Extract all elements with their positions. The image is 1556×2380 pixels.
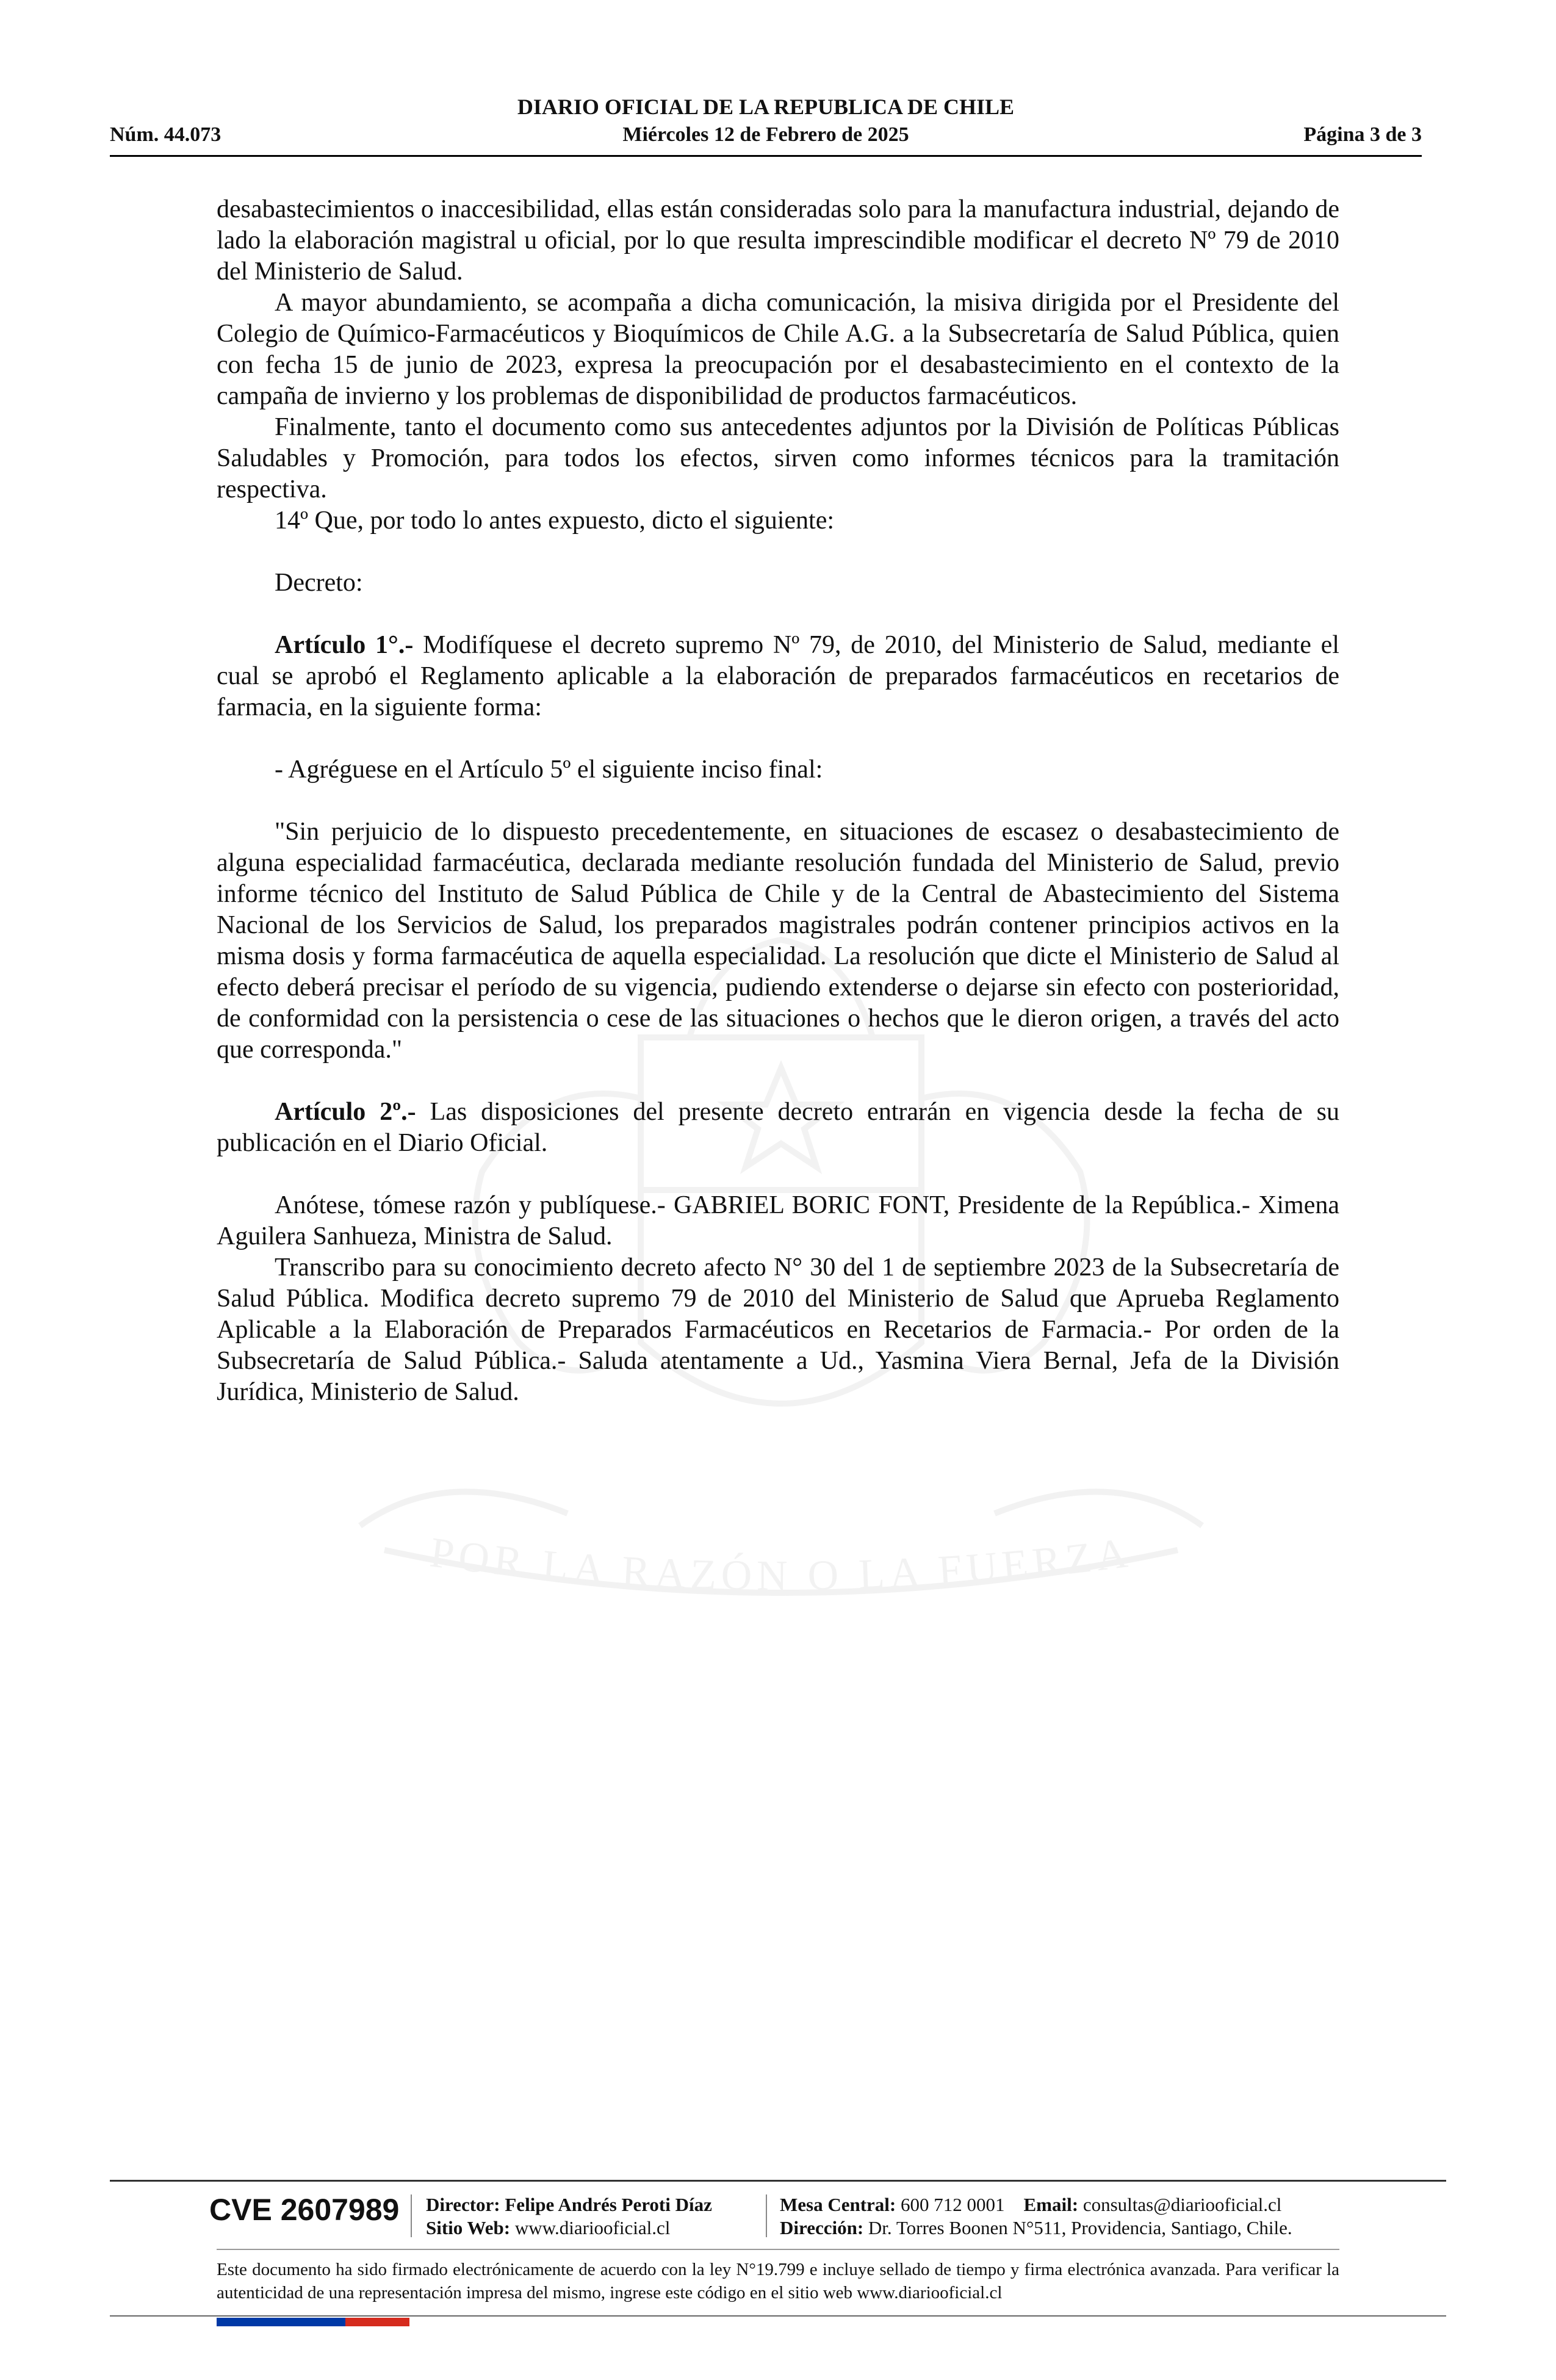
page-number: Página 3 de 3 bbox=[1303, 123, 1422, 146]
legal-notice: Este documento ha sido firmado electrónicamente de acuerdo con la ley N°19.799 e incluye sellado de tiempo y firma electrónica avanzada. Para verificar la autenticidad de una representación impresa del mismo, ingrese este código en el sitio web www.diariooficial.cl bbox=[217, 2260, 1339, 2302]
director-label: Director: bbox=[426, 2194, 500, 2215]
footer-director-block bbox=[426, 2193, 712, 2240]
footer-rule bbox=[110, 2180, 1446, 2182]
amendment-quote: "Sin perjuicio de lo dispuesto precedentemente, en situaciones de escasez o desabastecimiento de alguna especialidad farmacéutica, declarada mediante resolución fundada del Ministerio de Salud, previo informe técnico del Instituto de Salud Pública de Chile y de la Central de Abastecimiento del Sistema Nacional de los Servicios de Salud, los preparados magistrales podrán contener principios activos en la misma dosis y forma farmacéutica de aquella especialidad. La resolución que dicte el Ministerio de Salud al efecto deberá precisar el período de su vigencia, pudiendo extenderse o dejarse sin efecto con posterioridad, de conformidad con la persistencia o cese de las situaciones o hechos que le dieron origen, a través del acto que corresponda." bbox=[217, 818, 1339, 1064]
email-link[interactable]: consultas@diariooficial.cl bbox=[1082, 2194, 1282, 2215]
article-1-heading: Artículo 1°.- bbox=[275, 631, 414, 659]
footer-contact-block bbox=[780, 2193, 1292, 2240]
paragraph: desabastecimientos o inaccesibilidad, ellas están consideradas solo para la manufactura industrial, dejando de lado la elaboración magistral u oficial, por lo que resulta imprescindible modificar el decreto Nº 79 de 2010 del Ministerio de Salud. bbox=[217, 195, 1339, 286]
issue-number: Núm. 44.073 bbox=[110, 123, 222, 146]
svg-text:POR LA RAZÓN O LA FUERZA: POR LA RAZÓN O LA FUERZA bbox=[427, 1529, 1135, 1600]
transcription-paragraph: Transcribo para su conocimiento decreto afecto N° 30 del 1 de septiembre 2023 de la Subsecretaría de Salud Pública. Modifica decreto supremo 79 de 2010 del Ministerio de Salud que Aprueba Reglamento Aplicable a la Elaboración de Preparados Farmacéuticos en Recetarios de Farmacia.- Por orden de la Subsecretaría de Salud Pública.- Saluda atentamente a Ud., Yasmina Viera Bernal, Jefa de la División Jurídica, Ministerio de Salud. bbox=[217, 1253, 1339, 1406]
signature-paragraph: Anótese, tómese razón y publíquese.- GABRIEL BORIC FONT, Presidente de la República.- Ximena Aguilera Sanhueza, Ministra de Salud. bbox=[217, 1191, 1339, 1250]
website-label: Sitio Web: bbox=[426, 2217, 511, 2238]
website-link[interactable]: www.diariooficial.cl bbox=[514, 2217, 671, 2238]
page-header bbox=[110, 92, 1422, 159]
address-value: Dr. Torres Boonen N°511, Providencia, Santiago, Chile. bbox=[868, 2217, 1292, 2238]
article-2-heading: Artículo 2º.- bbox=[275, 1098, 416, 1126]
mesa-phone: 600 712 0001 bbox=[901, 2194, 1005, 2215]
issue-date: Miércoles 12 de Febrero de 2025 bbox=[622, 123, 909, 146]
flag-stripe-blue bbox=[217, 2318, 281, 2326]
amendment-instruction: - Agréguese en el Artículo 5º el siguiente inciso final: bbox=[275, 755, 823, 784]
flag-stripe-blue bbox=[281, 2318, 345, 2326]
decree-heading: Decreto: bbox=[275, 569, 363, 597]
flag-color-bar bbox=[217, 2318, 409, 2326]
newspaper-title: DIARIO OFICIAL DE LA REPUBLICA DE CHILE bbox=[517, 95, 1015, 119]
paragraph: A mayor abundamiento, se acompaña a dicha comunicación, la misiva dirigida por el Presidente del Colegio de Químico-Farmacéuticos y Bioquímicos de Chile A.G. a la Subsecretaría de Salud Pública, quien con fecha 15 de junio de 2023, expresa la preocupación por el desabastecimiento en el contexto de la campaña de invierno y los problemas de disponibilidad de productos farmacéuticos. bbox=[217, 289, 1339, 410]
article-2-text: Las disposiciones del presente decreto entrarán en vigencia desde la fecha de su publicación en el Diario Oficial. bbox=[217, 1098, 1339, 1157]
paragraph: 14º Que, por todo lo antes expuesto, dicto el siguiente: bbox=[275, 507, 835, 535]
paragraph: Finalmente, tanto el documento como sus antecedentes adjuntos por la División de Políticas Públicas Saludables y Promoción, para todos los efectos, sirven como informes técnicos para la tramitación respectiva. bbox=[217, 413, 1339, 503]
article-1 bbox=[217, 630, 1339, 723]
footer-divider bbox=[766, 2194, 767, 2237]
footer-divider bbox=[411, 2194, 412, 2237]
footer-inner-rule bbox=[217, 2249, 1339, 2250]
page-footer bbox=[110, 2180, 1446, 2351]
email-label: Email: bbox=[1023, 2194, 1079, 2215]
cve-code: CVE 2607989 bbox=[209, 2193, 400, 2227]
flag-stripe-red bbox=[345, 2318, 409, 2326]
address-label: Dirección: bbox=[780, 2217, 864, 2238]
footer-bottom-rule bbox=[110, 2315, 1446, 2317]
article-1-text: Modifíquese el decreto supremo Nº 79, de 2010, del Ministerio de Salud, mediante el cual se aprobó el Reglamento aplicable a la elaboración de preparados farmacéuticos en recetarios de farmacia, en la siguiente forma: bbox=[217, 631, 1339, 721]
document-body bbox=[217, 194, 1339, 1408]
mesa-label: Mesa Central: bbox=[780, 2194, 896, 2215]
header-rule bbox=[110, 155, 1422, 157]
article-2 bbox=[217, 1097, 1339, 1159]
director-name: Felipe Andrés Peroti Díaz bbox=[505, 2194, 712, 2215]
